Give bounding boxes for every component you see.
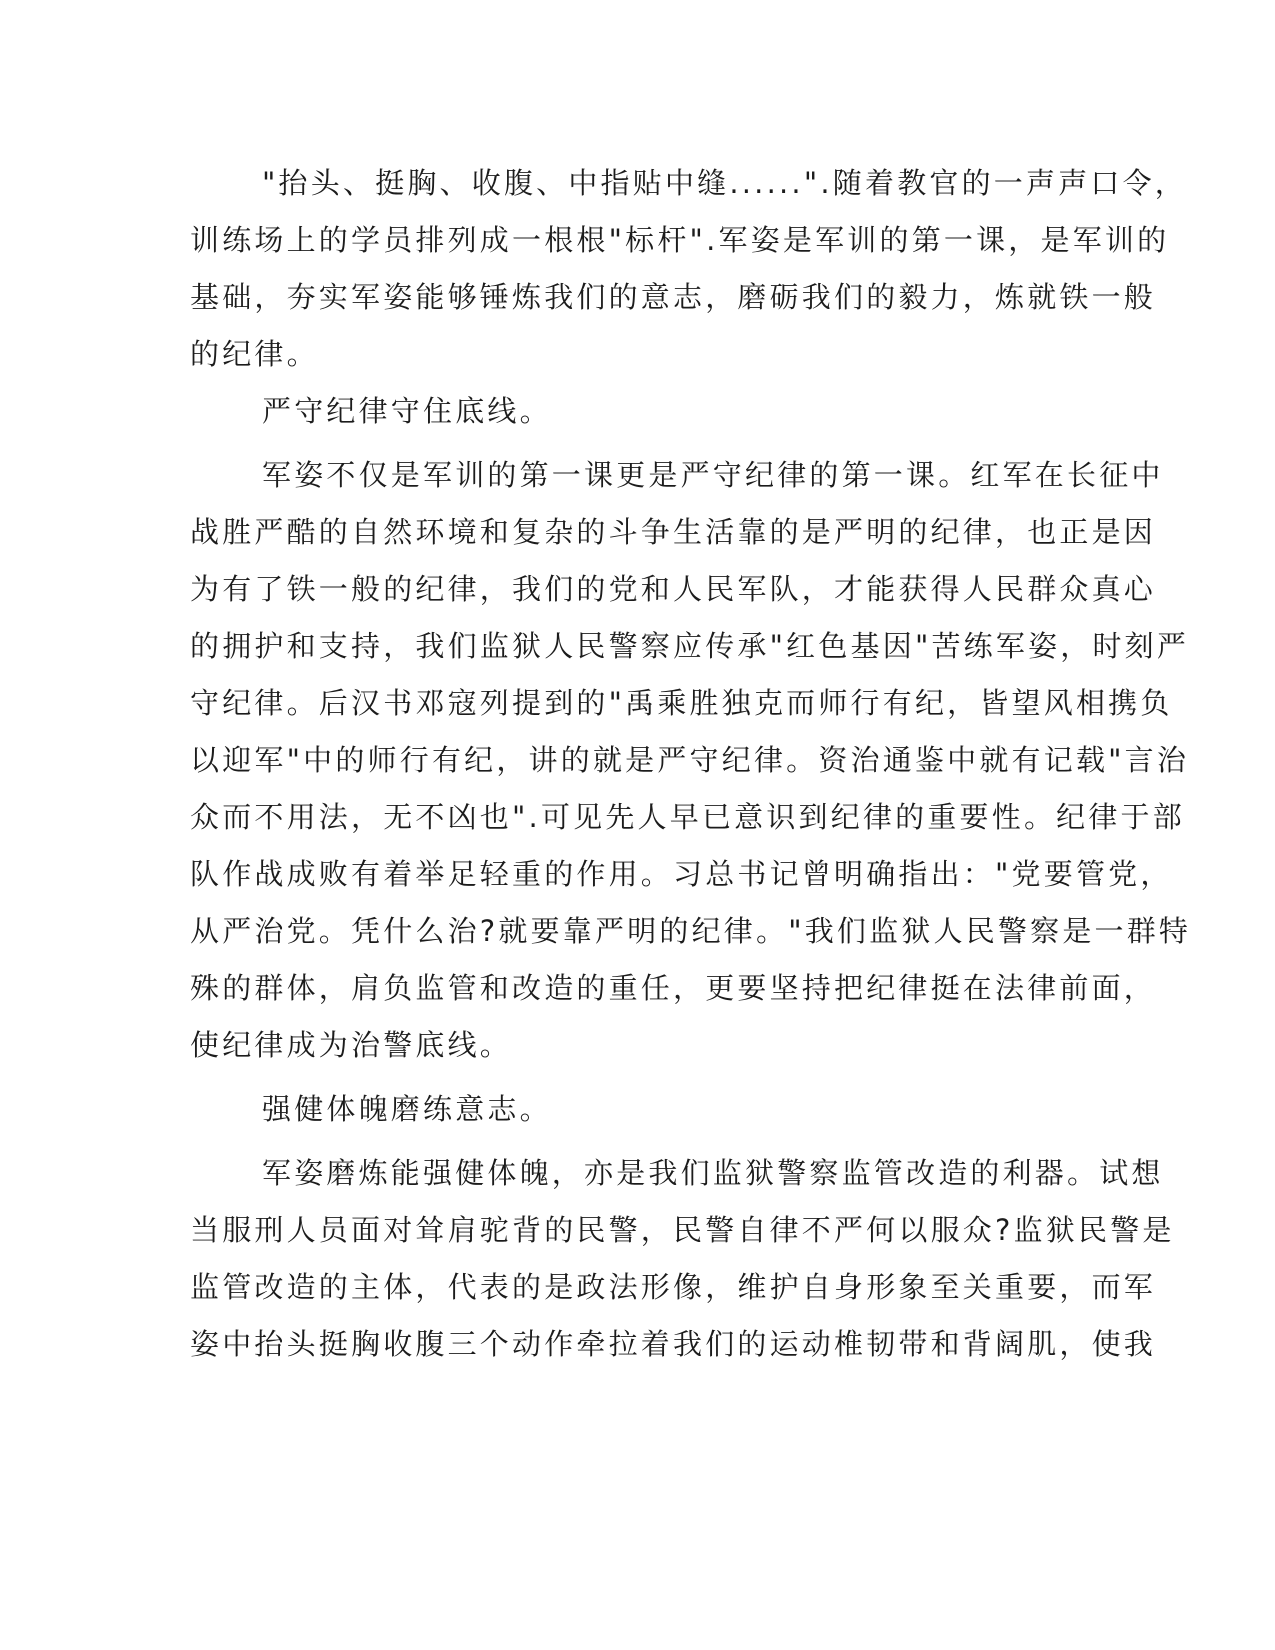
paragraph-1-line-4: 的纪律。 — [190, 337, 319, 371]
paragraph-3-line-2: 当服刑人员面对耸肩驼背的民警，民警自律不严何以服众?监狱民警是 — [190, 1213, 1175, 1247]
paragraph-2-line-1: 军姿不仅是军训的第一课更是严守纪律的第一课。红军在长征中 — [262, 458, 1164, 492]
paragraph-2-line-2: 战胜严酷的自然环境和复杂的斗争生活靠的是严明的纪律，也正是因 — [190, 515, 1157, 549]
paragraph-1-line-2: 训练场上的学员排列成一根根"标杆".军姿是军训的第一课，是军训的 — [190, 223, 1170, 257]
paragraph-2-line-4: 的拥护和支持，我们监狱人民警察应传承"红色基因"苦练军姿，时刻严 — [190, 629, 1190, 663]
section-heading-discipline: 严守纪律守住底线。 — [262, 394, 552, 428]
section-heading-physique: 强健体魄磨练意志。 — [262, 1092, 552, 1126]
paragraph-2-line-10: 殊的群体，肩负监管和改造的重任，更要坚持把纪律挺在法律前面， — [190, 971, 1157, 1005]
paragraph-3-line-4: 姿中抬头挺胸收腹三个动作牵拉着我们的运动椎韧带和背阔肌，使我 — [190, 1327, 1157, 1361]
paragraph-2-line-7: 众而不用法，无不凶也".可见先人早已意识到纪律的重要性。纪律于部 — [190, 800, 1185, 834]
paragraph-3-line-3: 监管改造的主体，代表的是政法形像，维护自身形象至关重要，而军 — [190, 1270, 1157, 1304]
paragraph-2-line-6: 以迎军"中的师行有纪，讲的就是严守纪律。资治通鉴中就有记载"言治 — [190, 743, 1190, 777]
paragraph-2-line-9: 从严治党。凭什么治?就要靠严明的纪律。"我们监狱人民警察是一群特 — [190, 914, 1192, 948]
paragraph-2-line-5: 守纪律。后汉书邓寇列提到的"禹乘胜独克而师行有纪，皆望风相携负 — [190, 686, 1173, 720]
paragraph-2-line-3: 为有了铁一般的纪律，我们的党和人民军队，才能获得人民群众真心 — [190, 572, 1157, 606]
paragraph-1-line-1: "抬头、挺胸、收腹、中指贴中缝......".随着教官的一声声口令， — [262, 166, 1188, 200]
paragraph-2-line-8: 队作战成败有着举足轻重的作用。习总书记曾明确指出："党要管党， — [190, 857, 1173, 891]
paragraph-1-line-3: 基础，夯实军姿能够锤炼我们的意志，磨砺我们的毅力，炼就铁一般 — [190, 280, 1157, 314]
paragraph-3-line-1: 军姿磨炼能强健体魄，亦是我们监狱警察监管改造的利器。试想 — [262, 1156, 1164, 1190]
paragraph-2-line-11: 使纪律成为治警底线。 — [190, 1028, 513, 1062]
